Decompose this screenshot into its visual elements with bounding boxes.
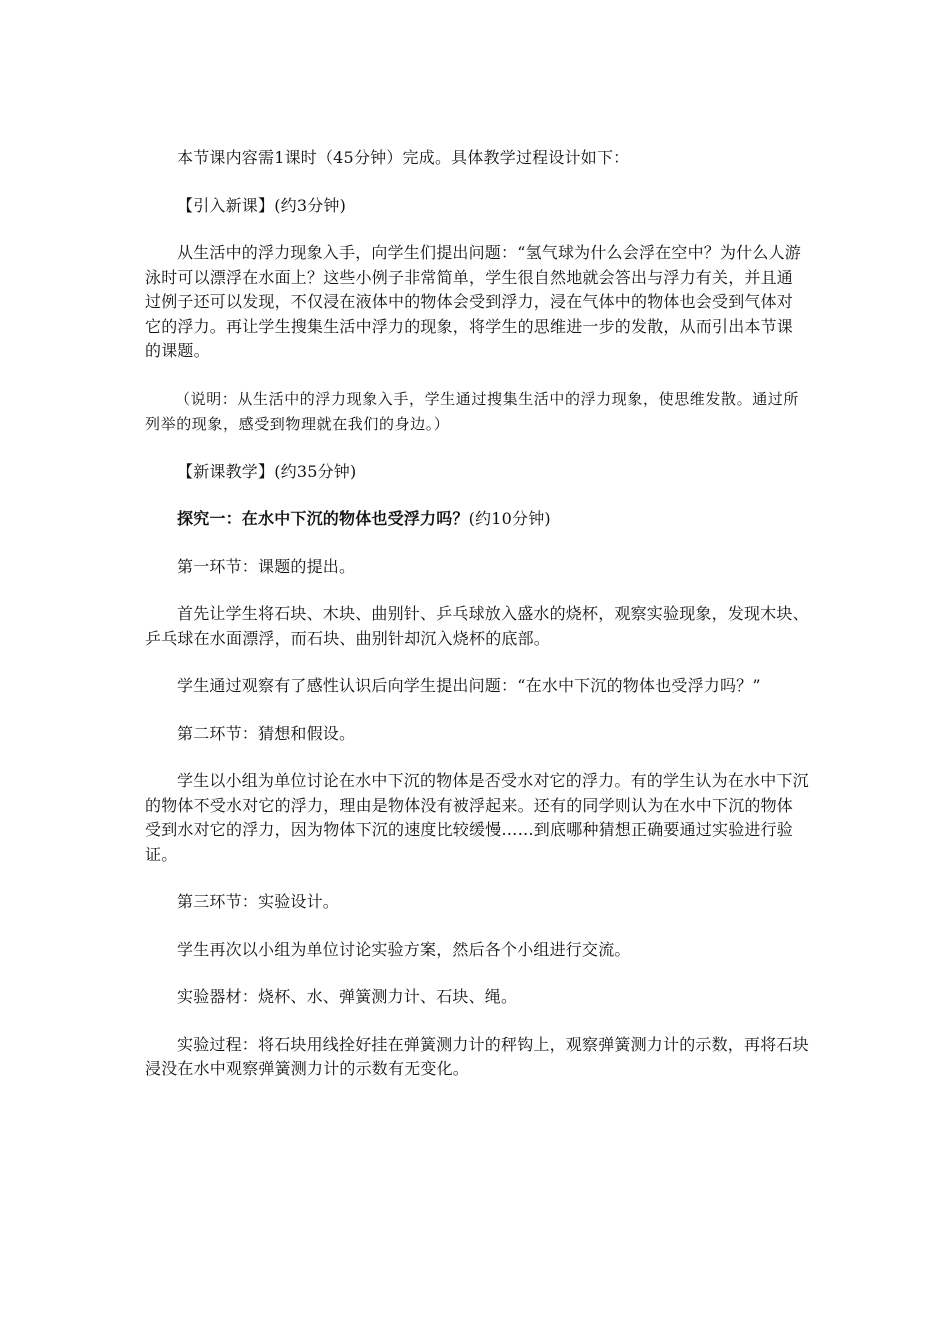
step3-heading: 第三环节：实验设计。 [177, 892, 340, 911]
paragraph-question: 学生通过观察有了感性认识后向学生提出问题：“在水中下沉的物体也受浮力吗？” [177, 676, 761, 695]
paragraph-schedule: 本节课内容需1课时（45分钟）完成。具体教学过程设计如下： [177, 148, 630, 167]
paragraph-process: 实验过程：将石块用线拴好挂在弹簧测力计的秤钩上，观察弹簧测力计的示数，再将石块浸没在水中观察弹簧测力计的示数有无变化。 [145, 1034, 809, 1078]
paragraph-step3: 学生再次以小组为单位讨论实验方案，然后各个小组进行交流。 [177, 939, 631, 959]
heading-new-lesson: 【新课教学】(约35分钟) [177, 461, 357, 481]
explore-title: 探究一：在水中下沉的物体也受浮力吗？ [177, 509, 469, 528]
paragraph-materials: 实验器材：烧杯、水、弹簧测力计、石块、绳。 [177, 987, 518, 1006]
explore-heading [145, 507, 809, 532]
step2-heading: 第二环节：猜想和假设。 [177, 723, 356, 743]
step1-heading: 第一环节：课题的提出。 [177, 556, 356, 576]
paragraph-step2: 学生以小组为单位讨论在水中下沉的物体是否受水对它的浮力。有的学生认为在水中下沉的物体不受水对它的浮力，理由是物体没有被浮起来。还有的同学则认为在水中下沉的物体受到水对它的浮力，因为物体下沉的速度比较缓慢……到底哪种猜想正确要通过实验进行验证。 [145, 771, 809, 864]
paragraph-step1: 首先让学生将石块、木块、曲别针、乒乓球放入盛水的烧杯，观察实验现象，发现木块、乒乓球在水面漂浮，而石块、曲别针却沉入烧杯的底部。 [145, 604, 809, 648]
heading-intro: 【引入新课】(约3分钟) [177, 195, 347, 215]
document-body [145, 146, 809, 1082]
paragraph-intro: 从生活中的浮力现象入手，向学生们提出问题：“氢气球为什么会浮在空中？为什么人游泳时可以漂浮在水面上？这些小例子非常简单，学生很自然地就会答出与浮力有关，并且通过例子还可以发现，不仅浸在液体中的物体会受到浮力，浸在气体中的物体也会受到气体对它的浮力。再让学生搜集生活中浮力的现象，将学生的思维进一步的发散，从而引出本节课的课题。 [145, 243, 801, 360]
note-paragraph: （说明：从生活中的浮力现象入手，学生通过搜集生活中的浮力现象，使思维发散。通过所列举的现象，感受到物理就在我们的身边。） [145, 389, 800, 433]
explore-time: (约10分钟) [468, 509, 551, 528]
